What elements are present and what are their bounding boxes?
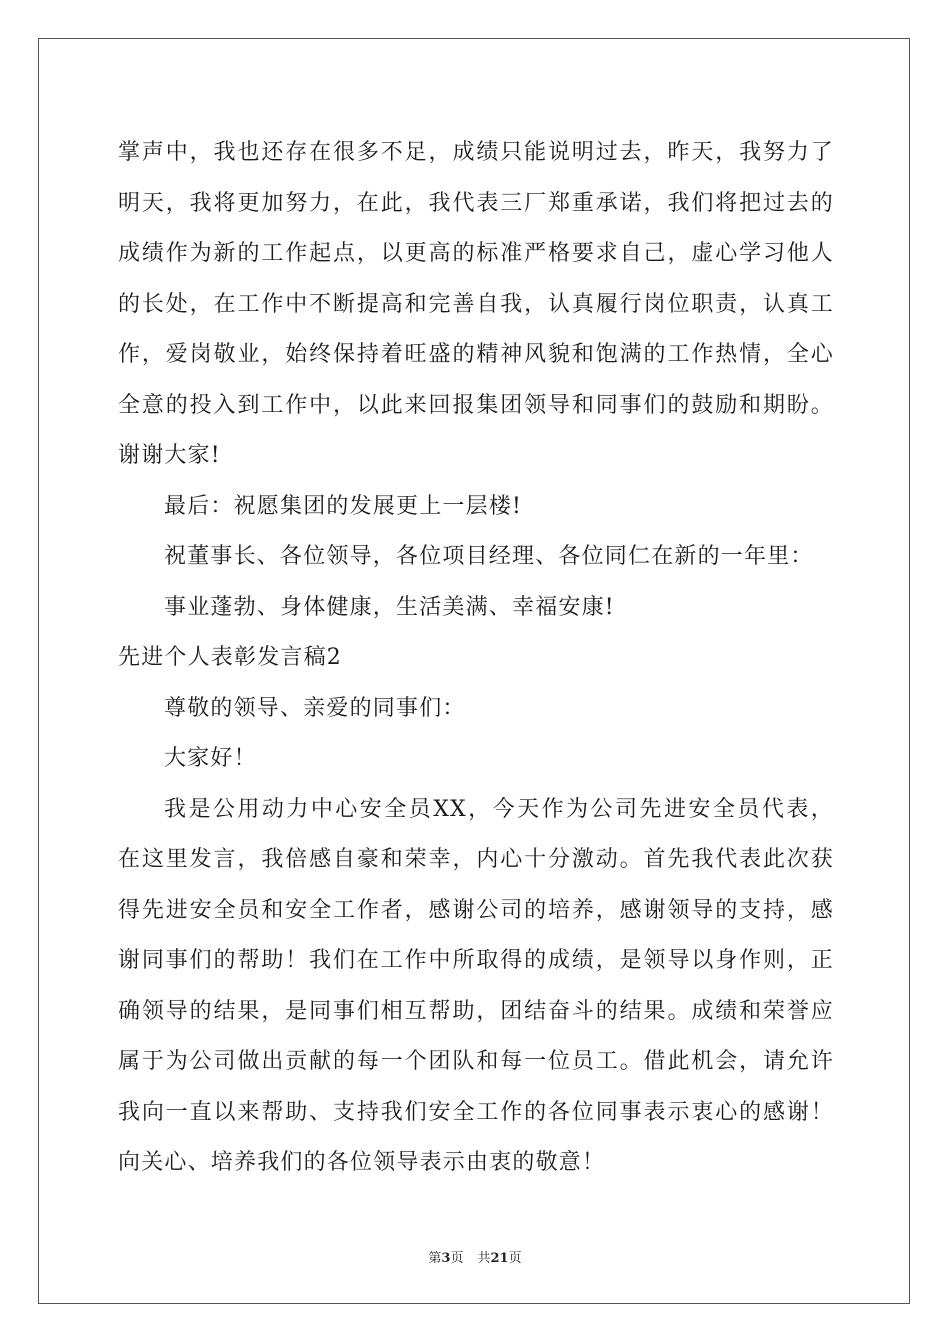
section-heading: 先进个人表彰发言稿2 <box>118 645 342 670</box>
text-line: 向关心、培养我们的各位领导表示由衷的敬意！ <box>118 1150 606 1175</box>
text-line: 掌声中，我也还存在很多不足，成绩只能说明过去，昨天，我努力了 <box>118 140 834 165</box>
total-prefix: 共 <box>477 1251 491 1266</box>
text-line: 得先进安全员和安全工作者，感谢公司的培养，感谢领导的支持，感 <box>118 897 834 923</box>
text-line: 全意的投入到工作中，以此来回报集团领导和同事们的鼓励和期盼。 <box>118 392 834 418</box>
text-line: 成绩作为新的工作起点，以更高的标准严格要求自己，虚心学习他人 <box>118 241 834 266</box>
text-line: 我是公用动力中心安全员XX，今天作为公司先进安全员代表， <box>164 796 834 822</box>
page-number: 3 <box>441 1251 451 1266</box>
salutation: 尊敬的领导、亲爱的同事们： <box>164 695 466 721</box>
text-line: 谢谢大家! <box>118 443 221 468</box>
total-pages: 21 <box>490 1251 509 1266</box>
text-line: 祝董事长、各位领导，各位项目经理、各位同仁在新的一年里： <box>164 544 814 569</box>
text-line: 在这里发言，我倍感自豪和荣幸，内心十分激动。首先我代表此次获 <box>118 847 834 872</box>
text-line: 最后：祝愿集团的发展更上一层楼! <box>164 493 523 519</box>
greeting: 大家好！ <box>164 746 257 771</box>
text-line: 明天，我将更加努力，在此，我代表三厂郑重承诺，我们将把过去的 <box>118 190 834 216</box>
text-line: 谢同事们的帮助！我们在工作中所取得的成绩，是领导以身作则，正 <box>118 948 834 973</box>
page-suffix: 页 <box>450 1251 464 1266</box>
text-line: 的长处，在工作中不断提高和完善自我，认真履行岗位职责，认真工 <box>118 291 834 317</box>
text-line: 作，爱岗敬业，始终保持着旺盛的精神风貌和饱满的工作热情，全心 <box>118 342 834 367</box>
text-line: 我向一直以来帮助、支持我们安全工作的各位同事表示衷心的感谢！ <box>118 1099 834 1125</box>
text-line: 属于为公司做出贡献的每一个团队和每一位员工。借此机会，请允许 <box>118 1049 834 1074</box>
page-prefix: 第 <box>428 1251 442 1266</box>
total-suffix: 页 <box>508 1251 522 1266</box>
page-footer <box>0 1247 950 1266</box>
text-line: 确领导的结果，是同事们相互帮助，团结奋斗的结果。成绩和荣誉应 <box>118 998 834 1024</box>
document-body <box>118 128 834 1189</box>
text-line: 事业蓬勃、身体健康，生活美满、幸福安康! <box>164 594 615 620</box>
